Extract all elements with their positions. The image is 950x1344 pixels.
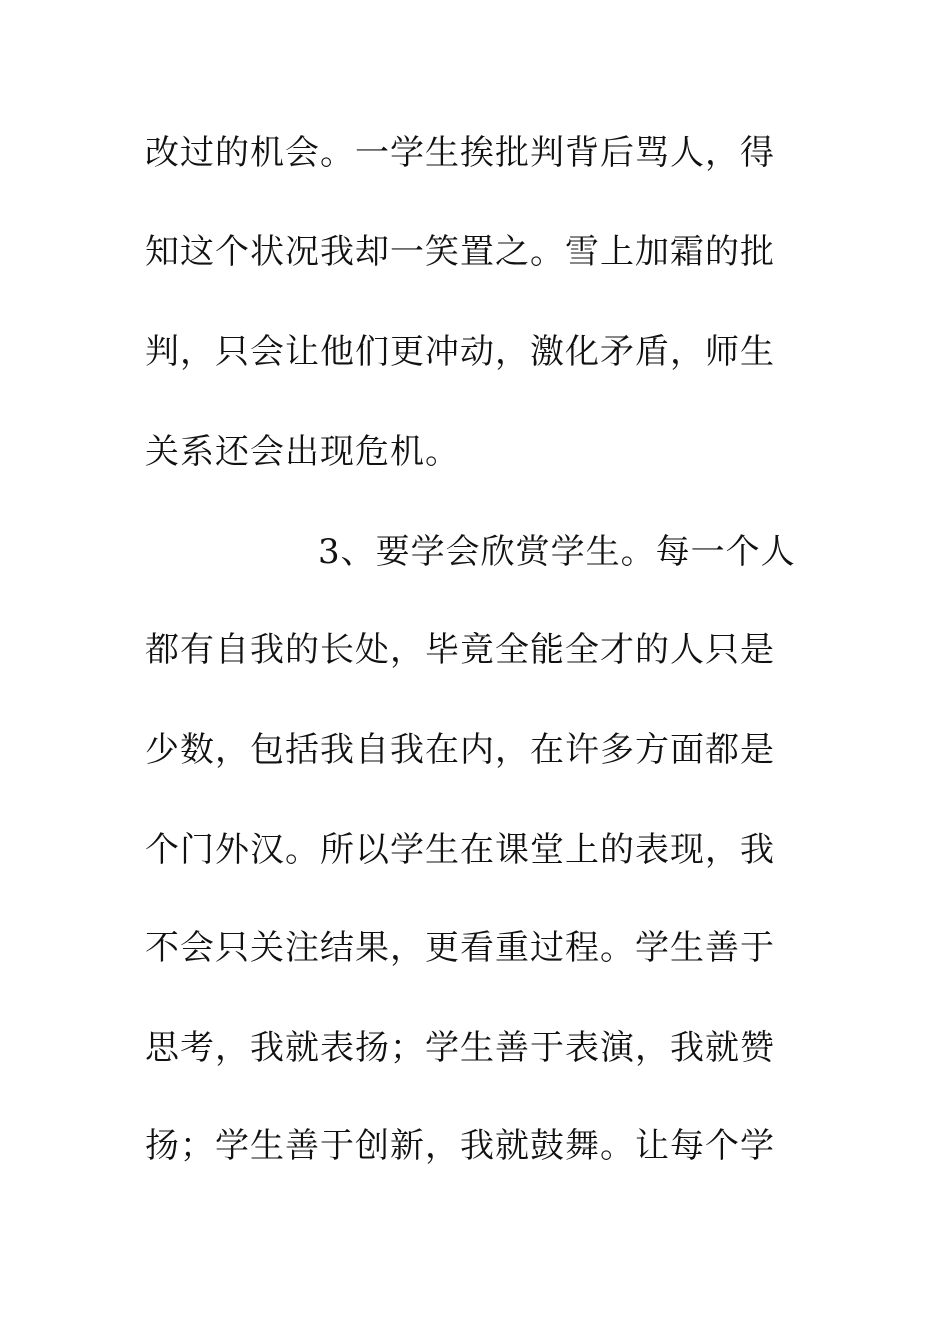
text-line: 个门外汉。所以学生在课堂上的表现，我 [145,830,775,870]
text-line: 不会只关注结果，更看重过程。学生善于 [145,928,775,968]
text-line: 思考，我就表扬；学生善于表演，我就赞 [145,1028,775,1068]
text-line: 知这个状况我却一笑置之。雪上加霜的批 [145,232,775,272]
text-line: 3、要学会欣赏学生。每一个人 [318,532,796,572]
text-line: 都有自我的长处，毕竟全能全才的人只是 [145,630,775,670]
text-line: 扬；学生善于创新，我就鼓舞。让每个学 [145,1126,775,1166]
text-line: 关系还会出现危机。 [145,432,460,472]
text-line: 改过的机会。一学生挨批判背后骂人，得 [145,133,775,173]
text-line: 少数，包括我自我在内，在许多方面都是 [145,730,775,770]
text-line: 判，只会让他们更冲动，激化矛盾，师生 [145,332,775,372]
